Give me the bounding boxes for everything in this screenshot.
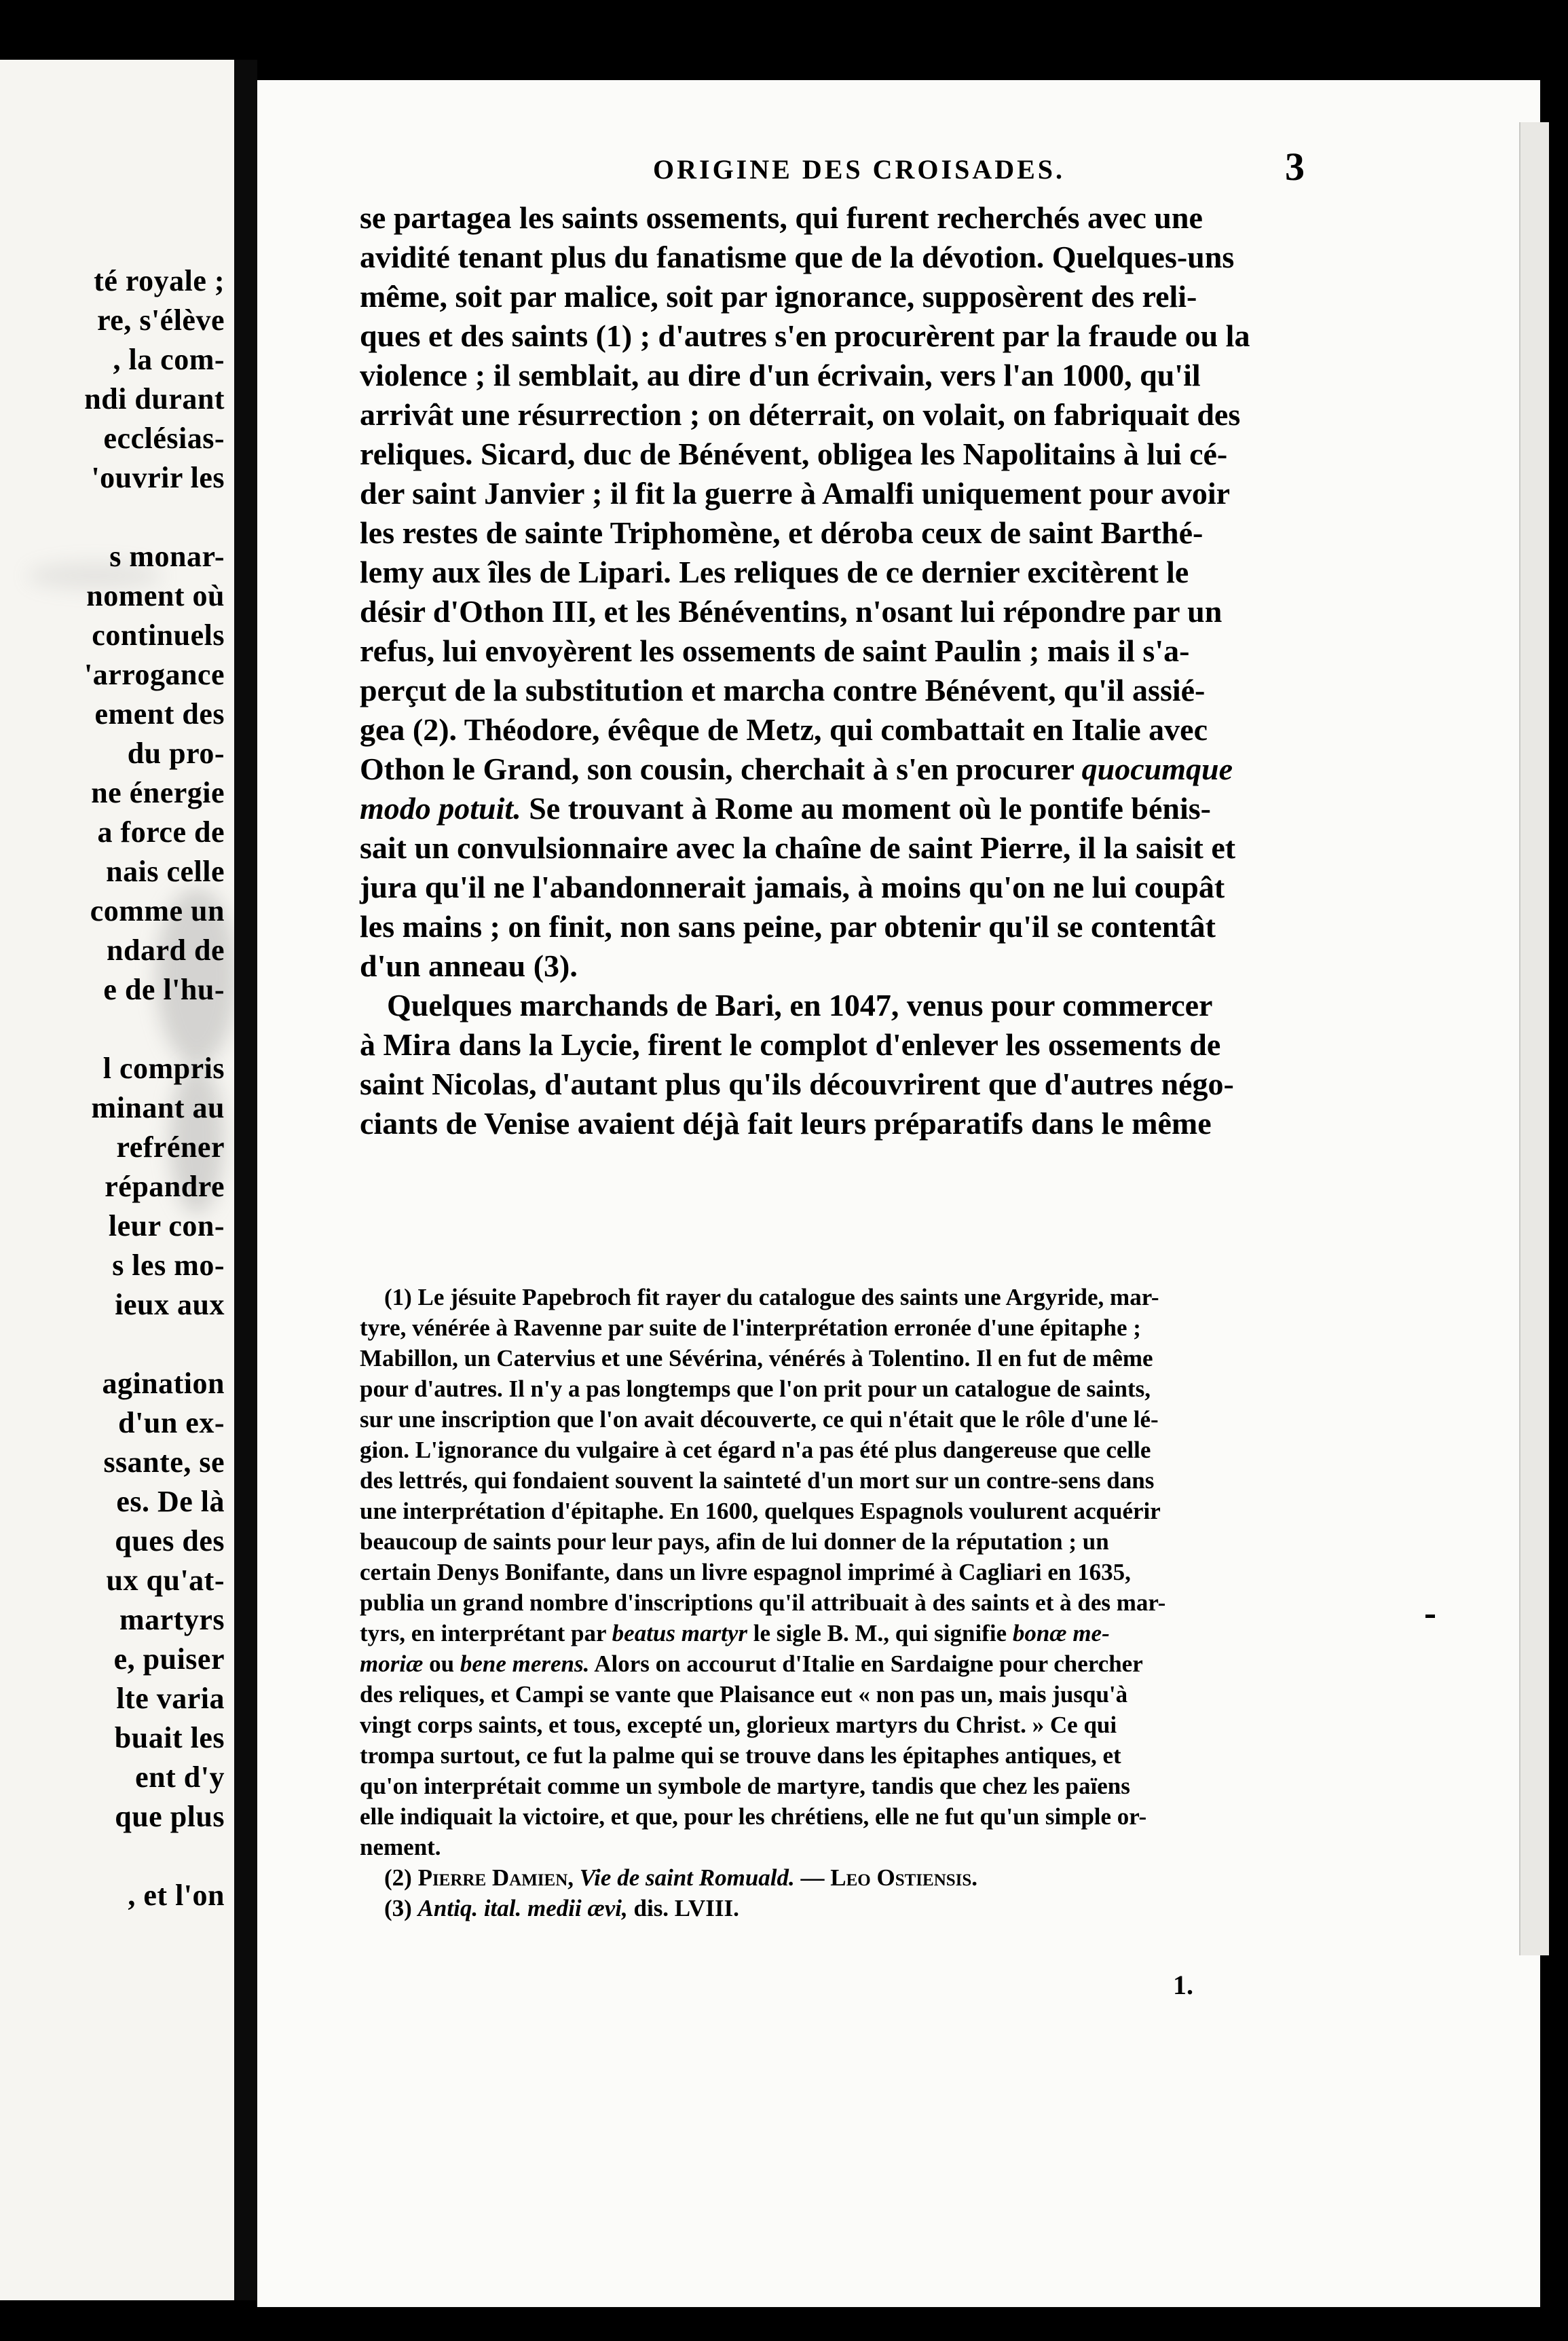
text-line: ques et des saints (1) ; d'autres s'en procurèrent par la fraude ou la bbox=[360, 318, 1250, 353]
text-line: violence ; il semblait, au dire d'un écrivain, vers l'an 1000, qu'il bbox=[360, 358, 1201, 392]
running-head: ORIGINE DES CROISADES. bbox=[653, 154, 1066, 185]
facing-page-line: e de l'hu- bbox=[103, 973, 225, 1006]
facing-page-line: continuels bbox=[92, 619, 225, 652]
facing-page-line: d'un ex- bbox=[118, 1406, 225, 1439]
facing-page-line: s monar- bbox=[109, 540, 225, 573]
facing-page-line: lte varia bbox=[116, 1682, 225, 1715]
footnote-line: certain Denys Bonifante, dans un livre espagnol imprimé à Cagliari en 1635, bbox=[360, 1559, 1131, 1585]
facing-page-line: ent d'y bbox=[135, 1761, 225, 1794]
facing-page-line: agination bbox=[102, 1367, 225, 1400]
text-line: refus, lui envoyèrent les ossements de saint Paulin ; mais il s'a- bbox=[360, 633, 1190, 668]
facing-page-line: ement des bbox=[94, 697, 225, 731]
footnote-line: Mabillon, un Catervius et une Sévérina, vénérés à Tolentino. Il en fut de même bbox=[360, 1345, 1153, 1371]
text-line: der saint Janvier ; il fit la guerre à Amalfi uniquement pour avoir bbox=[360, 476, 1231, 511]
text-line: avidité tenant plus du fanatisme que de la dévotion. Quelques-uns bbox=[360, 240, 1235, 274]
facing-page bbox=[0, 60, 234, 2300]
book-gutter bbox=[234, 60, 257, 2300]
footnote-line: des lettrés, qui fondaient souvent la sainteté d'un mort sur un contre-sens dans bbox=[360, 1467, 1155, 1494]
latin-phrase: modo potuit. bbox=[360, 791, 521, 826]
facing-page-line: té royale ; bbox=[94, 264, 225, 297]
text-line: jura qu'il ne l'abandonnerait jamais, à moins qu'on ne lui coupât bbox=[360, 870, 1225, 904]
facing-page-line: re, s'élève bbox=[97, 303, 225, 337]
text-line: même, soit par malice, soit par ignorance, supposèrent des reli- bbox=[360, 279, 1197, 314]
text-run: tyrs, en interprétant par bbox=[360, 1620, 612, 1646]
footnote-line: gion. L'ignorance du vulgaire à cet égard n'a pas été plus dangereuse que celle bbox=[360, 1437, 1151, 1463]
page-edge bbox=[1519, 122, 1549, 1955]
footnote-title: Vie de saint Romuald. bbox=[574, 1864, 795, 1891]
footnote-line: (1) Le jésuite Papebroch fit rayer du catalogue des saints une Argyride, mar- bbox=[384, 1284, 1159, 1310]
facing-page-line: ieux aux bbox=[115, 1288, 225, 1321]
facing-page-line: , et l'on bbox=[128, 1879, 225, 1912]
footnote-dash: — bbox=[794, 1864, 831, 1891]
text-line: Quelques marchands de Bari, en 1047, venus pour commercer bbox=[387, 988, 1213, 1022]
footnote-line: nement. bbox=[360, 1834, 441, 1860]
text-line: gea (2). Théodore, évêque de Metz, qui combattait en Italie avec bbox=[360, 712, 1208, 747]
footnote-line: elle indiquait la victoire, et que, pour les chrétiens, elle ne fut qu'un simple or- bbox=[360, 1803, 1147, 1830]
text-line: les mains ; on finit, non sans peine, par obtenir qu'il se contentât bbox=[360, 909, 1216, 944]
text-run: Se trouvant à Rome au moment où le pontife bénis- bbox=[521, 791, 1211, 826]
facing-page-line: que plus bbox=[115, 1800, 225, 1833]
facing-page-line: ndi durant bbox=[84, 382, 225, 416]
footnote-line: une interprétation d'épitaphe. En 1600, quelques Espagnols voulurent acquérir bbox=[360, 1498, 1161, 1524]
facing-page-line: , la com- bbox=[113, 343, 225, 376]
text-line: sait un convulsionnaire avec la chaîne de saint Pierre, il la saisit et bbox=[360, 830, 1236, 865]
footnote-source: Leo Ostiensis. bbox=[830, 1864, 978, 1891]
footnote-line bbox=[360, 1648, 1296, 1679]
text-line: à Mira dans la Lycie, firent le complot d'enlever les ossements de bbox=[360, 1027, 1221, 1062]
text-line: lemy aux îles de Lipari. Les reliques de ce dernier excitèrent le bbox=[360, 555, 1189, 589]
facing-page-line: minant au bbox=[91, 1091, 225, 1124]
facing-page-line: répandre bbox=[105, 1170, 225, 1203]
footnote-line: tyre, vénérée à Ravenne par suite de l'interprétation erronée d'une épitaphe ; bbox=[360, 1314, 1141, 1341]
facing-page-line: ndard de bbox=[107, 934, 225, 967]
facing-page-line: ques des bbox=[115, 1524, 225, 1557]
footnote-title: Antiq. ital. medii ævi, bbox=[417, 1895, 628, 1921]
facing-page-line: comme un bbox=[90, 894, 225, 927]
footnote-number: (2) bbox=[384, 1864, 418, 1891]
footnote-3 bbox=[360, 1893, 1296, 1923]
text-line: ciants de Venise avaient déjà fait leurs préparatifs dans le même bbox=[360, 1106, 1212, 1141]
text-line: les restes de sainte Triphomène, et déroba ceux de saint Barthé- bbox=[360, 515, 1203, 550]
text-run: le sigle B. M., qui signifie bbox=[747, 1620, 1013, 1646]
scan-speck bbox=[1425, 1615, 1435, 1618]
footnotes bbox=[360, 1282, 1296, 1923]
footnote-2 bbox=[360, 1862, 1296, 1893]
facing-page-line: ux qu'at- bbox=[106, 1564, 225, 1597]
footnote-line: des reliques, et Campi se vante que Plaisance eut « non pas un, mais jusqu'à bbox=[360, 1681, 1128, 1708]
facing-page-line: 'ouvrir les bbox=[91, 461, 225, 494]
latin-phrase: moriæ bbox=[360, 1651, 424, 1677]
page-number: 3 bbox=[1285, 145, 1305, 189]
facing-page-line: es. De là bbox=[116, 1485, 225, 1518]
facing-page-line: nais celle bbox=[106, 855, 225, 888]
facing-page-line: ne énergie bbox=[91, 776, 225, 809]
facing-page-line: buait les bbox=[114, 1721, 225, 1754]
facing-page-line: refréner bbox=[116, 1130, 225, 1164]
footnote-line: sur une inscription que l'on avait découverte, ce qui n'était que le rôle d'une lé- bbox=[360, 1406, 1159, 1433]
text-line: arrivât une résurrection ; on déterrait, on volait, on fabriquait des bbox=[360, 397, 1241, 432]
text-line: d'un anneau (3). bbox=[360, 948, 578, 983]
footnote-line bbox=[360, 1618, 1296, 1648]
text-line: perçut de la substitution et marcha contre Bénévent, qu'il assié- bbox=[360, 673, 1206, 707]
text-line bbox=[360, 750, 1296, 789]
text-run: Alors on accourut d'Italie en Sardaigne pour chercher bbox=[589, 1651, 1143, 1677]
text-run: Othon le Grand, son cousin, cherchait à s'en procurer bbox=[360, 752, 1082, 786]
facing-page-line: 'arrogance bbox=[83, 658, 225, 691]
footnote-line: vingt corps saints, et tous, excepté un, glorieux martyrs du Christ. » Ce qui bbox=[360, 1712, 1117, 1738]
text-line: se partagea les saints ossements, qui furent recherchés avec une bbox=[360, 200, 1203, 235]
latin-phrase: bonæ me- bbox=[1012, 1620, 1110, 1646]
text-line: reliques. Sicard, duc de Bénévent, obligea les Napolitains à lui cé- bbox=[360, 437, 1228, 471]
footnote-line: trompa surtout, ce fut la palme qui se trouve dans les épitaphes antiques, et bbox=[360, 1742, 1121, 1769]
page-header bbox=[395, 144, 1305, 191]
footnote-line: beaucoup de saints pour leur pays, afin de lui donner de la réputation ; un bbox=[360, 1528, 1109, 1555]
scan-speck bbox=[706, 10, 747, 14]
text-line: saint Nicolas, d'autant plus qu'ils découvrirent que d'autres négo- bbox=[360, 1067, 1234, 1101]
body-text bbox=[360, 198, 1296, 1143]
text-run: ou bbox=[423, 1651, 460, 1677]
latin-phrase: quocumque bbox=[1081, 752, 1233, 786]
latin-phrase: bene merens. bbox=[460, 1651, 590, 1677]
facing-page-line: s les mo- bbox=[112, 1249, 225, 1282]
footnote-author: Pierre Damien, bbox=[417, 1864, 574, 1891]
footnote-number: (3) bbox=[384, 1895, 418, 1921]
facing-page-line: leur con- bbox=[108, 1209, 225, 1242]
footnote-line: publia un grand nombre d'inscriptions qu'il attribuait à des saints et à des mar- bbox=[360, 1589, 1166, 1616]
text-line bbox=[360, 789, 1296, 828]
facing-page-line: e, puiser bbox=[113, 1642, 225, 1676]
latin-phrase: beatus martyr bbox=[612, 1620, 747, 1646]
facing-page-line: l compris bbox=[102, 1052, 225, 1085]
footnote-line: qu'on interprétait comme un symbole de martyre, tandis que chez les païens bbox=[360, 1773, 1130, 1799]
facing-page-line: du pro- bbox=[127, 737, 225, 770]
facing-page-line: a force de bbox=[97, 815, 225, 849]
facing-page-line: martyrs bbox=[119, 1603, 225, 1636]
text-line: désir d'Othon III, et les Bénéventins, n'osant lui répondre par un bbox=[360, 594, 1222, 629]
facing-page-line: noment où bbox=[86, 579, 225, 612]
facing-page-line: ecclésias- bbox=[103, 422, 225, 455]
signature-mark: 1. bbox=[1173, 1970, 1193, 2000]
text-run: dis. LVIII. bbox=[627, 1895, 739, 1921]
facing-page-line: ssante, se bbox=[103, 1445, 225, 1479]
footnote-line: pour d'autres. Il n'y a pas longtemps que l'on prit pour un catalogue de saints, bbox=[360, 1376, 1151, 1402]
